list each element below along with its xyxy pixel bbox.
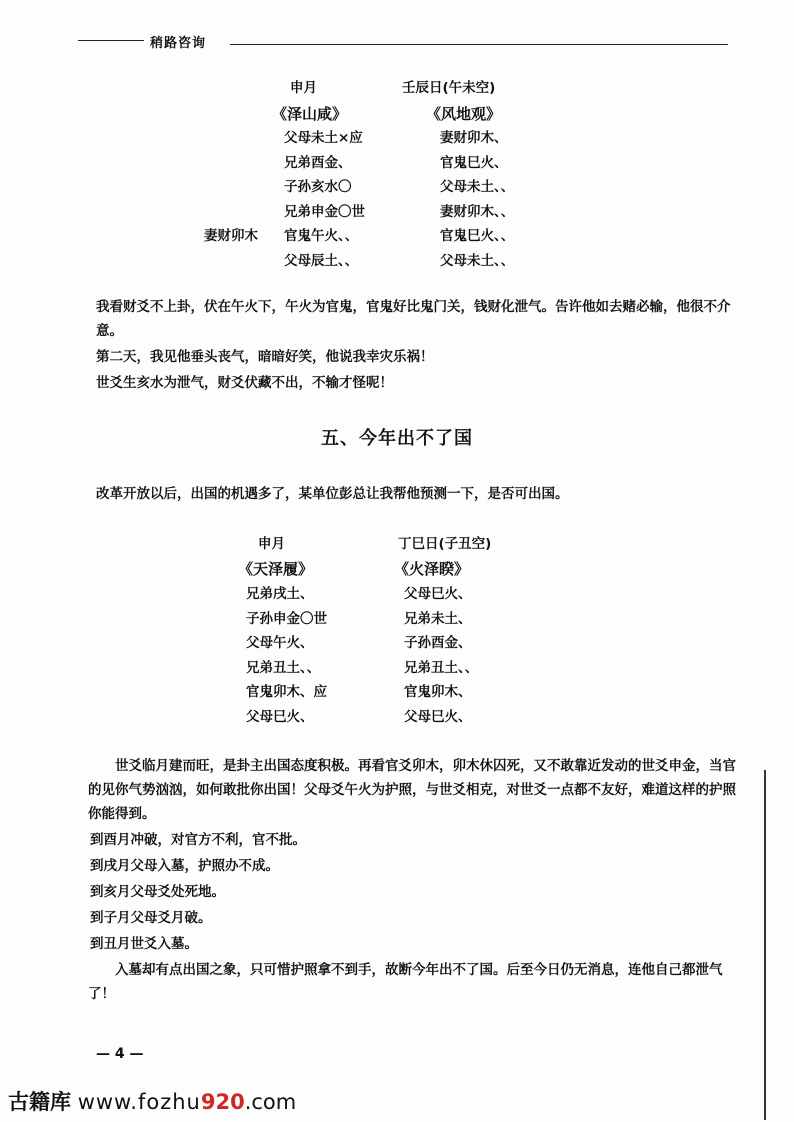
paragraph: 世爻生亥水为泄气，财爻伏藏不出，不输才怪呢！ bbox=[96, 375, 393, 391]
running-header: 稍路咨询 bbox=[150, 36, 207, 51]
example1-main-lines bbox=[284, 126, 365, 273]
hexagram-line: 父母巳火、 bbox=[246, 708, 314, 725]
site-watermark bbox=[8, 1086, 296, 1116]
hexagram-line: 妻财卯木、、 bbox=[440, 203, 515, 220]
watermark-url-digits: 920 bbox=[200, 1090, 245, 1114]
hexagram-line: 官鬼卯木、应 bbox=[246, 684, 327, 700]
section-title: 五、今年出不了国 bbox=[321, 428, 473, 449]
example2-changed-lines bbox=[404, 582, 478, 729]
hexagram-line: 父母巳火、 bbox=[404, 708, 472, 725]
hexagram-line: 妻财卯木、 bbox=[440, 130, 508, 146]
watermark-url-prefix: www.fozhu bbox=[77, 1090, 201, 1114]
example1-hidden-line: 妻财卯木 bbox=[204, 228, 258, 244]
example1-changed-lines bbox=[440, 126, 514, 273]
hexagram-line: 兄弟丑土、、 bbox=[246, 659, 321, 676]
analysis-text-1 bbox=[96, 295, 736, 395]
hexagram-line: 子孙申金〇世 bbox=[246, 610, 327, 627]
paragraph: 到戌月父母入墓，护照办不成。 bbox=[90, 858, 279, 874]
hexagram-line: 兄弟丑土、、 bbox=[404, 659, 479, 676]
example2-main-hexagram: 《天泽履》 bbox=[238, 560, 314, 578]
paragraph: 第二天，我见他垂头丧气，暗暗好笑，他说我幸灾乐祸！ bbox=[96, 349, 434, 365]
hexagram-line: 官鬼卯木、 bbox=[404, 684, 472, 700]
example1-month: 申月 bbox=[290, 80, 317, 96]
intro-text: 改革开放以后，出国的机遇多了，某单位彭总让我帮他预测一下，是否可出国。 bbox=[96, 486, 569, 502]
analysis-text-2 bbox=[88, 754, 742, 1006]
hexagram-line: 兄弟戌土、 bbox=[246, 586, 314, 602]
hexagram-line: 官鬼午火、、 bbox=[284, 228, 359, 244]
hexagram-line: 父母午火、 bbox=[246, 635, 314, 651]
header-rule-left bbox=[78, 40, 144, 41]
hexagram-line: 父母未土、、 bbox=[440, 179, 515, 195]
hexagram-line: 父母巳火、 bbox=[404, 586, 472, 602]
example2-changed-hexagram: 《火泽睽》 bbox=[394, 560, 470, 578]
paragraph: 到酉月冲破，对官方不利，官不批。 bbox=[90, 832, 306, 848]
paragraph: 我看财爻不上卦，伏在午火下，午火为官鬼，官鬼好比鬼门关，钱财化泄气。告许他如去赌必输，他很不介意。 bbox=[96, 299, 731, 339]
example2-main-lines bbox=[246, 582, 327, 729]
hexagram-line: 子孙亥水〇 bbox=[284, 179, 352, 195]
hexagram-line: 父母未土×应 bbox=[284, 130, 363, 146]
header-rule-right bbox=[230, 44, 728, 45]
hexagram-line: 兄弟酉金、 bbox=[284, 154, 352, 171]
paragraph: 到亥月父母爻处死地。 bbox=[90, 884, 225, 900]
example1-day: 壬辰日(午未空) bbox=[402, 80, 496, 96]
example2-month: 申月 bbox=[258, 536, 285, 552]
example1-main-hexagram: 《泽山咸》 bbox=[272, 105, 348, 123]
hexagram-line: 父母未土、、 bbox=[440, 252, 515, 269]
hexagram-line: 官鬼巳火、 bbox=[440, 154, 508, 171]
paragraph: 到丑月世爻入墓。 bbox=[90, 936, 198, 952]
watermark-site-name: 古籍库 bbox=[8, 1090, 71, 1114]
hexagram-line: 兄弟申金〇世 bbox=[284, 203, 365, 220]
hexagram-line: 父母辰土、、 bbox=[284, 252, 359, 269]
watermark-url-suffix: .com bbox=[244, 1090, 297, 1114]
hexagram-line: 兄弟未土、 bbox=[404, 610, 472, 627]
paragraph: 入墓却有点出国之象，只可惜护照拿不到手，故断今年出不了国。后至今日仍无消息，连他自己都泄气了！ bbox=[88, 962, 723, 1002]
example1-changed-hexagram: 《风地观》 bbox=[426, 105, 502, 123]
hexagram-line: 子孙酉金、 bbox=[404, 635, 472, 651]
example2-day: 丁巳日(子丑空) bbox=[398, 536, 492, 552]
page-number: — 4 — bbox=[96, 1046, 144, 1062]
paragraph: 世爻临月建而旺，是卦主出国态度积极。再看官爻卯木，卯木休囚死，又不敢靠近发动的世爻申金，当官的见你气势汹汹，如何敢批你出国！父母爻午火为护照，与世爻相克，对世爻一点都不友好，难道这样的护照你能得到。 bbox=[88, 758, 736, 822]
scan-margin-line bbox=[764, 770, 766, 1120]
paragraph: 到子月父母爻月破。 bbox=[90, 910, 212, 926]
hexagram-line: 官鬼巳火、、 bbox=[440, 228, 515, 244]
